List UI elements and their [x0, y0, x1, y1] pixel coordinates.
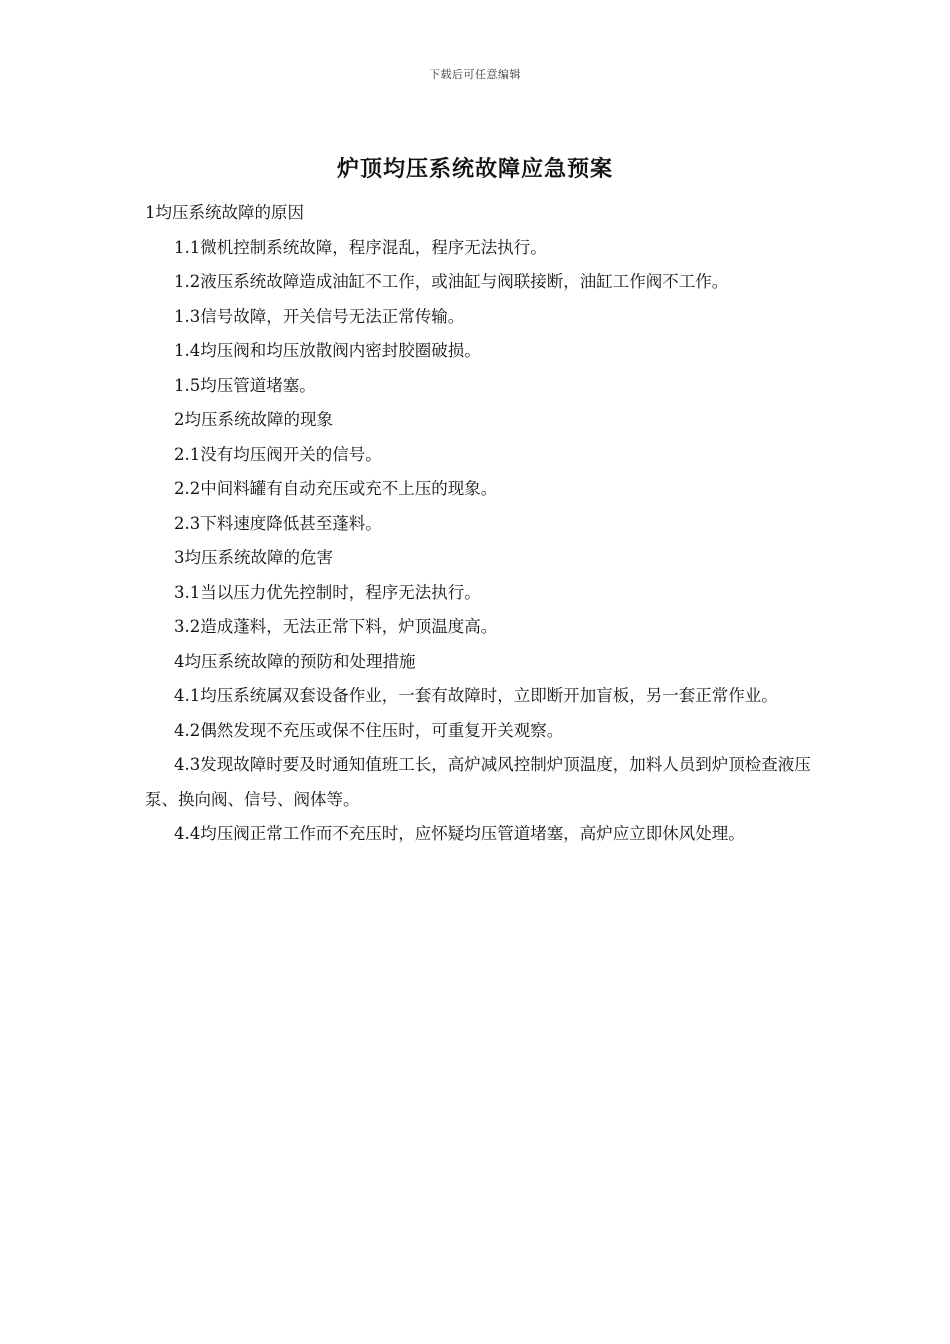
paragraph: 4均压系统故障的预防和处理措施: [174, 651, 416, 671]
paragraph: 2均压系统故障的现象: [174, 410, 333, 429]
document-title: 炉顶均压系统故障应急预案: [336, 156, 613, 182]
document-body: [145, 196, 813, 852]
paragraph: 2.3下料速度降低甚至蓬料。: [174, 513, 382, 533]
paragraph: 4.1均压系统属双套设备作业，一套有故障时，立即断开加盲板，另一套正常作业。: [174, 686, 778, 705]
paragraph: 1.2液压系统故障造成油缸不工作，或油缸与阀联接断，油缸工作阀不工作。: [174, 272, 729, 291]
paragraph: 3均压系统故障的危害: [174, 548, 333, 567]
paragraph: 1.1微机控制系统故障，程序混乱，程序无法执行。: [174, 237, 547, 257]
paragraph: 4.2偶然发现不充压或保不住压时，可重复开关观察。: [174, 720, 564, 740]
paragraph: 1.4均压阀和均压放散阀内密封胶圈破损。: [174, 341, 481, 360]
paragraph: 3.2造成蓬料，无法正常下料，炉顶温度高。: [174, 617, 498, 636]
paragraph: 2.2中间料罐有自动充压或充不上压的现象。: [174, 479, 498, 498]
paragraph: 4.3发现故障时要及时通知值班工长，高炉减风控制炉顶温度，加料人员到炉顶检查液压泵、换向阀、信号、阀体等。: [145, 755, 811, 809]
header-note: 下载后可任意编辑: [429, 68, 521, 81]
paragraph: 4.4均压阀正常工作而不充压时，应怀疑均压管道堵塞，高炉应立即休风处理。: [174, 824, 745, 843]
paragraph: 2.1没有均压阀开关的信号。: [174, 444, 382, 464]
paragraph: 1均压系统故障的原因: [145, 203, 304, 222]
paragraph: 1.5均压管道堵塞。: [174, 375, 316, 395]
paragraph: 1.3信号故障，开关信号无法正常传输。: [174, 306, 465, 326]
paragraph: 3.1当以压力优先控制时，程序无法执行。: [174, 582, 481, 602]
